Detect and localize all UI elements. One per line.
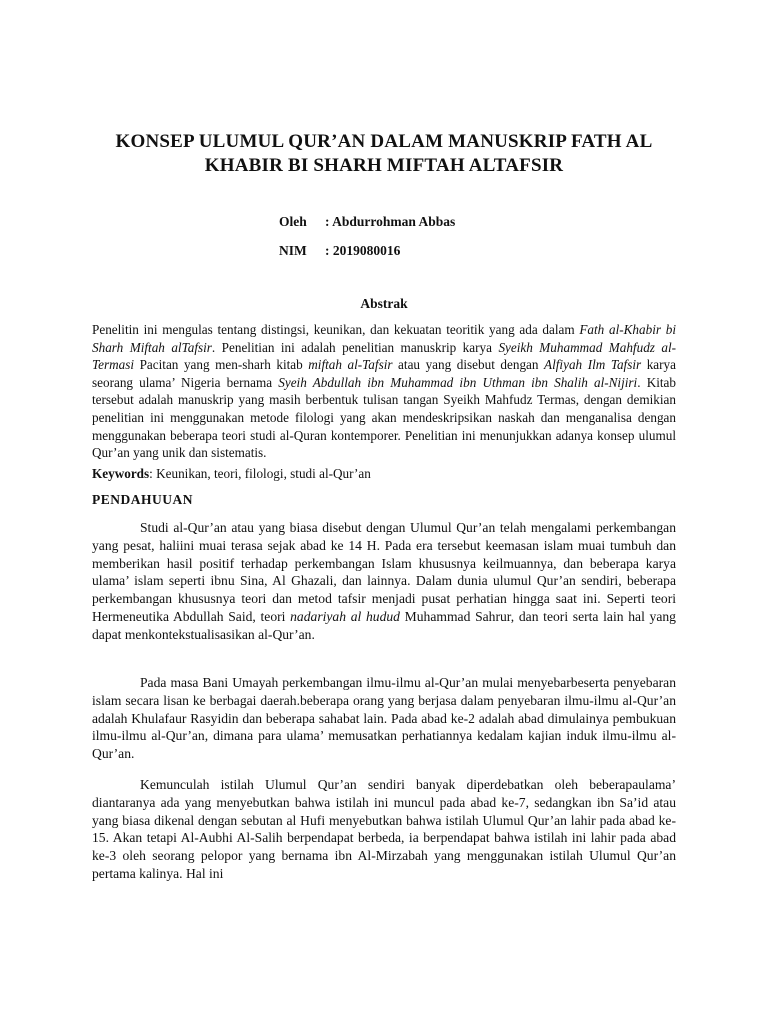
nim-line	[279, 243, 400, 259]
paragraph-1: Studi al-Qur’an atau yang biasa disebut dengan Ulumul Qur’an telah mengalami perkembangan yang pesat, haliini muai terasa sejak abad ke 14 H. Pada era tersebut keemasan islam muai tumbuh dan memberikan hasil positif terhadap perkembangan Islam khususnya keilmuannya, dan beberapa karya ulama’ islam seperti ibnu Sina, Al Ghazali, dan lainnya. Dalam dunia ulumul Qur’an sendiri, beberapa perkembangan khususnya teori dan metod tafsir menjadi pusat perhatian hingga saat ini. Seperti teori Hermeneutika Abdullah Said, teori nadariyah al hudud Muhammad Sahrur, dan teori serta lain hal yang dapat menkontekstualisasikan al-Qur’an.	[92, 520, 676, 642]
paragraph-3: Kemunculah istilah Ulumul Qur’an sendiri banyak diperdebatkan oleh beberapaulama’ diantaranya ada yang menyebutkan bahwa istilah ini muncul pada abad ke-7, sedangkan ibn Sa’id atau yang biasa dikenal dengan sebutan al Hufi menyebutkan bahwa istilah Ulumul Qur’an lahir pada abad ke-15. Akan tetapi Al-Aubhi Al-Salih berpendapat berbeda, ia berpendapat bahwa istilah ini lahir pada abad ke-3 oleh seorang pelopor yang bernama ibn Al-Mirzabah yang menggunakan istilah Ulumul Qur’an pertama kalinya. Hal ini	[92, 777, 676, 881]
nim-value: : 2019080016	[325, 243, 401, 258]
paragraph-2: Pada masa Bani Umayah perkembangan ilmu-ilmu al-Qur’an mulai menyebarbeserta penyebaran islam secara lisan ke berbagai daerah.beberapa orang yang berjasa dalam penyebaran ilmu-ilmu al-Qur’an adalah Khulafaur Rasyidin dan beberapa sahabat lain. Pada abad ke-2 adalah abad dimulainya pembukuan ilmu-ilmu al-Qur’an, dimana para ulama’ memusatkan perhatiannya kedalam kajian induk ilmu-ilmu al-Qur’an.	[92, 675, 676, 762]
nim-label: NIM	[279, 243, 307, 258]
author-line	[279, 214, 455, 230]
abstract-text: Penelitin ini mengulas tentang distingsi, keunikan, dan kekuatan teoritik yang ada dalam Fath al-Khabir bi Sharh Miftah alTafsir. Penelitian ini adalah penelitian manuskrip karya Syeikh Muhammad Mahfudz al-Termasi Pacitan yang men-sharh kitab miftah al-Tafsir atau yang disebut dengan Alfiyah Ilm Tafsir karya seorang ulama’ Nigeria bernama Syeih Abdullah ibn Muhammad ibn Uthman ibn Shalih al-Nijiri. Kitab tersebut adalah manuskrip yang masih berbentuk tulisan tangan Syeikh Mahfudz Termas, dengan demikian penelitian ini menggunakan metode filologi yang akan mendeskripsikan naskah dan menganalisa dengan menggunakan beberapa teori studi al-Quran kontemporer. Penelitian ini menunjukkan adanya konsep ulumul Qur’an yang unik dan sistematis.	[92, 322, 677, 461]
keywords-label: Keywords	[92, 466, 150, 481]
keywords	[92, 466, 676, 482]
abstract-heading: Abstrak	[360, 296, 408, 311]
oleh-label: Oleh	[279, 214, 307, 229]
section-heading: PENDAHUUAN	[92, 492, 193, 507]
paper-title: KONSEP ULUMUL QUR’AN DALAM MANUSKRIP FATH AL KHABIR BI SHARH MIFTAH ALTAFSIR	[115, 131, 653, 176]
keywords-text: : Keunikan, teori, filologi, studi al-Qur’an	[149, 466, 371, 481]
author-name: : Abdurrohman Abbas	[325, 214, 456, 229]
